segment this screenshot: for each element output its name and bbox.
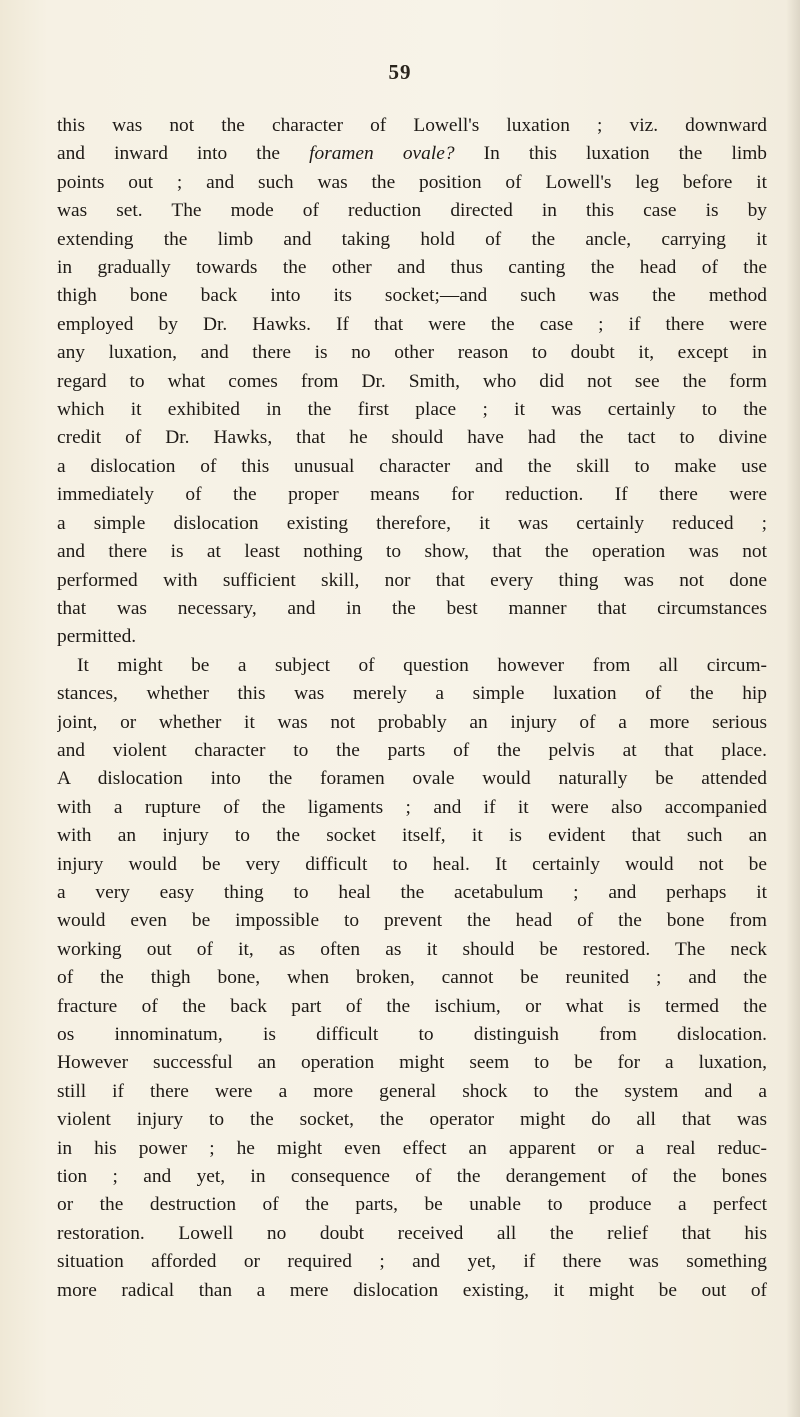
text-line: restoration. Lowell no doubt received all the relief that his bbox=[57, 1222, 767, 1244]
text-line: of the thigh bone, when broken, cannot be reunited ; and the bbox=[57, 967, 767, 989]
text-line: more radical than a mere dislocation existing, it might be out of bbox=[57, 1279, 767, 1301]
text-line: and violent character to the parts of the pelvis at that place. bbox=[57, 739, 767, 761]
text-line: However successful an operation might seem to be for a luxation, bbox=[57, 1052, 767, 1074]
text-line bbox=[57, 140, 767, 168]
text-line: a dislocation of this unusual character and the skill to make use bbox=[57, 455, 767, 477]
text-line: violent injury to the socket, the operator might do all that was bbox=[57, 1109, 767, 1131]
text-line: with an injury to the socket itself, it is evident that such an bbox=[57, 825, 767, 847]
text-line: that was necessary, and in the best manner that circumstances bbox=[57, 597, 767, 619]
text-line: performed with sufficient skill, nor that every thing was not done bbox=[57, 569, 767, 591]
text-line: situation afforded or required ; and yet, if there was something bbox=[57, 1251, 767, 1273]
text-line: credit of Dr. Hawks, that he should have had the tact to divine bbox=[57, 427, 767, 449]
text-line: extending the limb and taking hold of the ancle, carrying it bbox=[57, 228, 767, 250]
text-line: employed by Dr. Hawks. If that were the case ; if there were bbox=[57, 313, 767, 335]
text-line: which it exhibited in the first place ; it was certainly to the bbox=[57, 399, 767, 421]
text-line: permitted. bbox=[57, 626, 137, 648]
text-line: with a rupture of the ligaments ; and if it were also accompanied bbox=[57, 796, 767, 818]
text-line: regard to what comes from Dr. Smith, who did not see the form bbox=[57, 370, 767, 392]
text-line: in his power ; he might even effect an apparent or a real reduc- bbox=[57, 1137, 767, 1159]
text-line: was set. The mode of reduction directed in this case is by bbox=[57, 200, 767, 222]
text-line: joint, or whether it was not probably an injury of a more serious bbox=[57, 711, 767, 733]
text-line: any luxation, and there is no other reason to doubt it, except in bbox=[57, 342, 767, 364]
text-line: os innominatum, is difficult to distinguish from dislocation. bbox=[57, 1024, 767, 1045]
text-line: tion ; and yet, in consequence of the derangement of the bones bbox=[57, 1166, 767, 1188]
text-line: injury would be very difficult to heal. It certainly would not be bbox=[57, 853, 767, 875]
paragraph bbox=[57, 112, 767, 652]
text-run: and inward into the bbox=[57, 143, 310, 165]
text-line: or the destruction of the parts, be unable to produce a perfect bbox=[57, 1194, 767, 1216]
text-line: points out ; and such was the position of Lowell's leg before it bbox=[57, 171, 767, 193]
text-line: a very easy thing to heal the acetabulum ; and perhaps it bbox=[57, 881, 767, 903]
italic-term: foramen ovale? bbox=[309, 143, 455, 165]
text-line: stances, whether this was merely a simple luxation of the hip bbox=[57, 683, 767, 705]
text-line: still if there were a more general shock to the system and a bbox=[57, 1080, 767, 1102]
page-number: 59 bbox=[388, 60, 412, 84]
text-line: in gradually towards the other and thus canting the head of the bbox=[57, 257, 767, 279]
text-run: In this luxation the limb bbox=[454, 143, 767, 165]
text-line: a simple dislocation existing therefore, it was certainly reduced ; bbox=[57, 512, 767, 534]
text-line: A dislocation into the foramen ovale would naturally be attended bbox=[57, 768, 767, 790]
text-line: would even be impossible to prevent the head of the bone from bbox=[57, 910, 767, 932]
page-edge-shadow bbox=[786, 0, 800, 1417]
text-line: thigh bone back into its socket;—and such was the method bbox=[57, 285, 767, 307]
text-line: working out of it, as often as it should be restored. The neck bbox=[57, 938, 767, 960]
text-line: this was not the character of Lowell's luxation ; viz. downward bbox=[57, 115, 767, 136]
paragraph bbox=[57, 652, 767, 1305]
text-line: and there is at least nothing to show, that the operation was not bbox=[57, 541, 767, 563]
text-line: It might be a subject of question however from all circum- bbox=[77, 654, 767, 676]
text-line: immediately of the proper means for reduction. If there were bbox=[57, 484, 767, 506]
body-text bbox=[57, 112, 767, 1305]
text-line: fracture of the back part of the ischium, or what is termed the bbox=[57, 995, 767, 1017]
